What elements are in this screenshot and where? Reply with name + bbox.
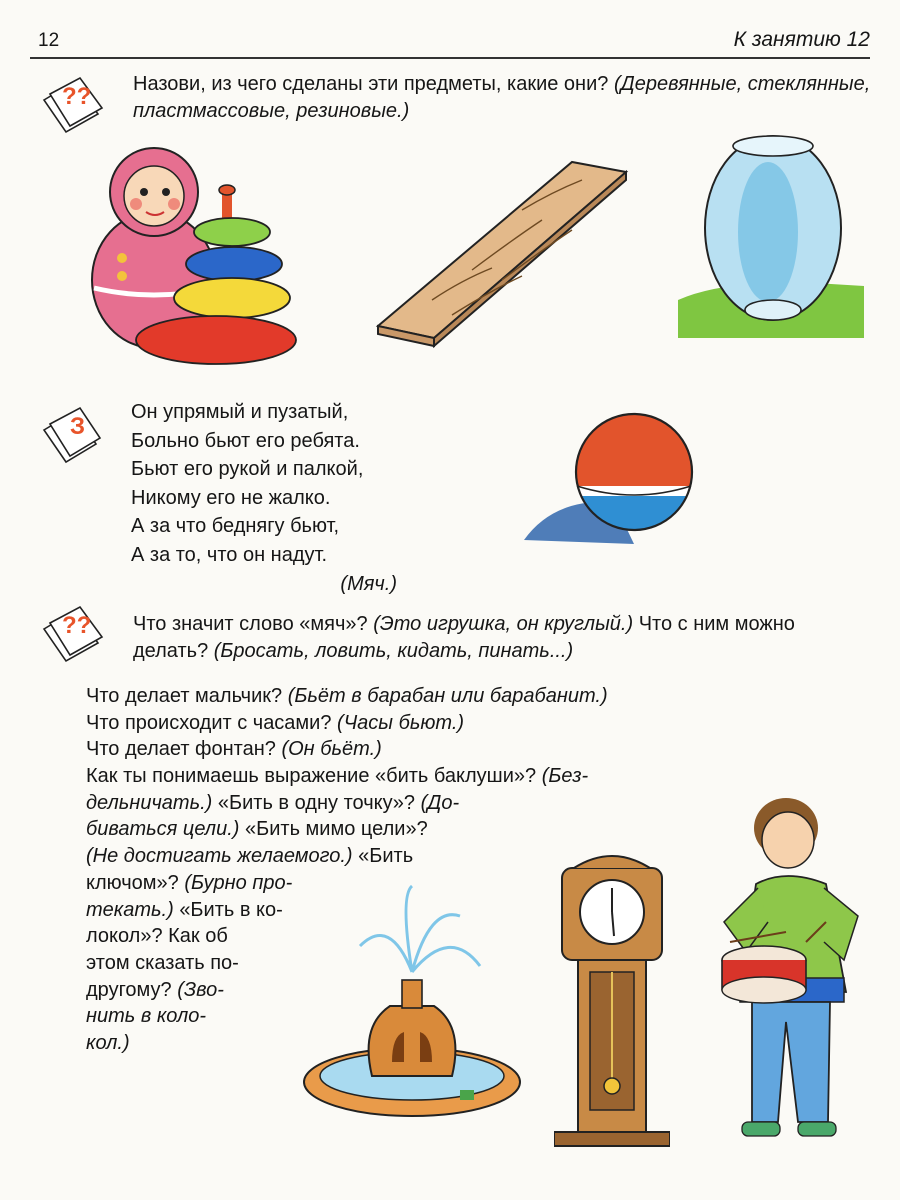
task3-a1: (Это игрушка, он круглый.) — [373, 613, 634, 635]
answer: (Без- — [541, 765, 589, 788]
riddle-letter: З — [70, 413, 86, 440]
task1-question: Назови, из чего сделаны эти предметы, какие они? — [133, 73, 609, 95]
answer: нить в коло- — [86, 1005, 207, 1028]
text-line — [86, 683, 608, 710]
riddle-line: А за что беднягу бьют, — [131, 515, 340, 537]
question-marks: ?? — [62, 83, 92, 110]
answer: (Часы бьют.) — [337, 711, 465, 734]
question: «Бить — [358, 845, 414, 868]
question: Как ты понимаешь выражение «бить баклуши»? — [86, 765, 537, 788]
text-line — [86, 763, 608, 790]
task3-q2: Что с ним можно делать? — [133, 613, 795, 662]
task1-text — [133, 71, 873, 125]
riddle-papers-icon — [40, 404, 106, 466]
question: локол»? Как об — [86, 925, 228, 948]
header-rule — [30, 57, 870, 59]
question-marks: ?? — [62, 612, 92, 639]
question: ключом»? — [86, 871, 179, 894]
page-number: 12 — [38, 30, 60, 51]
answer: (Не достигать желаемого.) — [86, 845, 353, 868]
question: Что происходит с часами? — [86, 711, 332, 734]
answer: дельничать.) — [86, 791, 213, 814]
question: Что делает мальчик? — [86, 685, 283, 707]
text-line — [86, 710, 608, 737]
answer: текать.) — [86, 898, 174, 921]
fountain-image — [300, 876, 530, 1132]
glass-vase-image — [678, 132, 864, 338]
answer: биваться цели.) — [86, 818, 240, 841]
answer: кол.) — [86, 1031, 130, 1054]
text-line — [86, 736, 608, 763]
task3-a2: (Бросать, ловить, кидать, пинать...) — [213, 640, 574, 662]
question: «Бить мимо цели»? — [245, 818, 428, 841]
answer: (Бьёт в барабан или барабанит.) — [287, 685, 608, 707]
question: другому? — [86, 978, 172, 1001]
boy-with-drum-image — [716, 792, 872, 1144]
riddle-line: Никому его не жалко. — [131, 486, 331, 509]
answer: (Он бьёт.) — [281, 738, 382, 761]
text-line — [86, 790, 608, 817]
question-papers-icon — [40, 603, 108, 665]
question: Что делает фонтан? — [86, 738, 276, 761]
riddle-line: Он упрямый и пузатый, — [131, 401, 349, 423]
answer: (Бурно про- — [184, 871, 293, 894]
task3-q1: Что значит слово «мяч»? — [133, 613, 368, 635]
riddle-line: Больно бьют его ребята. — [131, 429, 360, 452]
answer: (Зво- — [177, 978, 224, 1001]
grandfather-clock-image — [554, 848, 670, 1148]
task3-text — [133, 611, 871, 665]
text-line — [86, 816, 608, 843]
riddle-poem — [131, 399, 431, 600]
answer: (До- — [420, 791, 460, 814]
question: «Бить в одну точку»? — [217, 791, 416, 814]
riddle-line: Бьют его рукой и палкой, — [131, 458, 364, 480]
question: «Бить в ко- — [179, 898, 283, 921]
riddle-answer: (Мяч.) — [340, 573, 397, 595]
wooden-plank-image — [372, 150, 632, 350]
text-line — [86, 843, 608, 870]
toy-pyramid-image — [84, 140, 314, 380]
question-papers-icon — [40, 74, 108, 136]
task1-answer: (Деревянные, стеклянные, пластмассовые, резиновые.) — [133, 73, 871, 122]
riddle-line: А за то, что он надут. — [131, 543, 328, 566]
running-title: К занятию 12 — [733, 28, 870, 51]
ball-image — [514, 412, 704, 550]
question: этом сказать по- — [86, 951, 239, 974]
